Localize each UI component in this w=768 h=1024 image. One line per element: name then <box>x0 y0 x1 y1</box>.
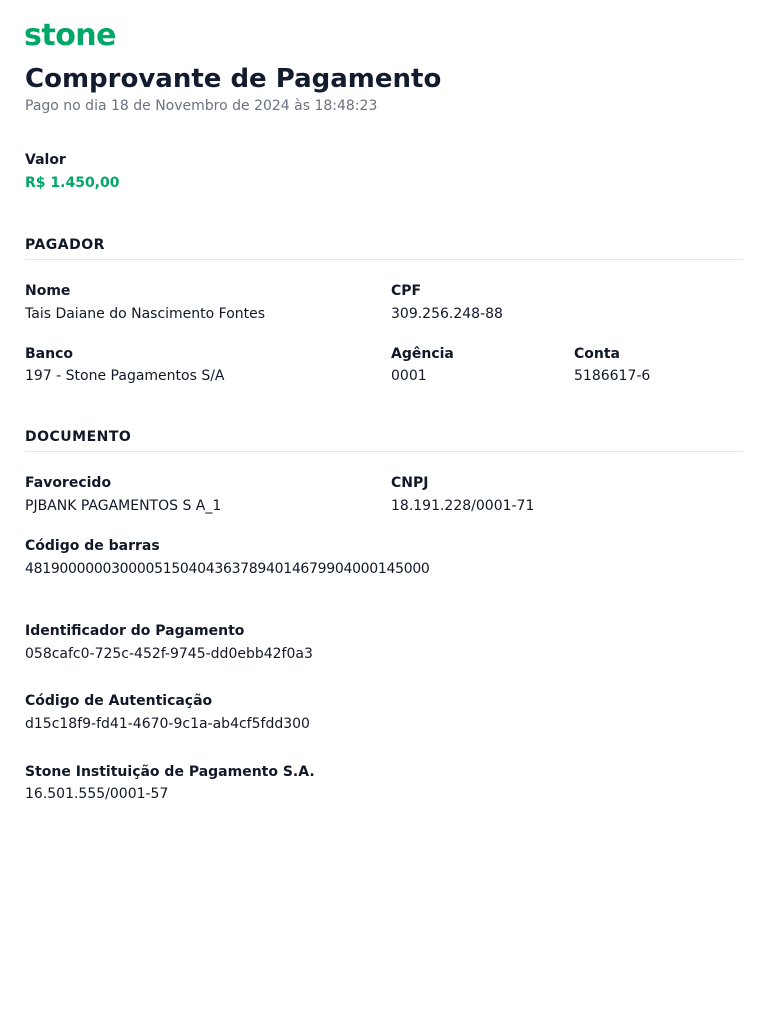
cpf-label: CPF <box>391 283 422 299</box>
identificador-label: Identificador do Pagamento <box>25 623 245 639</box>
documento-divider <box>25 451 743 452</box>
autenticacao-value: d15c18f9-fd41-4670-9c1a-ab4cf5fdd300 <box>25 716 310 732</box>
nome-value: Tais Daiane do Nascimento Fontes <box>25 306 266 322</box>
banco-value: 197 - Stone Pagamentos S/A <box>25 368 225 384</box>
cnpj-value: 18.191.228/0001-71 <box>391 498 535 514</box>
agencia-label: Agência <box>391 346 454 362</box>
pagador-divider <box>25 259 743 260</box>
instituicao-label: Stone Instituição de Pagamento S.A. <box>25 764 315 780</box>
cnpj-label: CNPJ <box>391 475 429 491</box>
banco-label: Banco <box>25 346 74 362</box>
conta-label: Conta <box>574 346 620 362</box>
nome-label: Nome <box>25 283 71 299</box>
agencia-value: 0001 <box>391 368 427 384</box>
codigo-barras-label: Código de barras <box>25 538 160 554</box>
favorecido-value: PJBANK PAGAMENTOS S A_1 <box>25 498 222 514</box>
autenticacao-label: Código de Autenticação <box>25 693 213 709</box>
codigo-barras-value: 48190000003000051504043637894014679904000145000 <box>25 561 430 577</box>
conta-value: 5186617-6 <box>574 368 651 384</box>
pagador-section-title: PAGADOR <box>25 237 105 253</box>
page-title: Comprovante de Pagamento <box>25 64 442 94</box>
favorecido-label: Favorecido <box>25 475 112 491</box>
identificador-value: 058cafc0-725c-452f-9745-dd0ebb42f0a3 <box>25 646 313 662</box>
stone-logo: stone <box>24 18 117 53</box>
valor-label: Valor <box>25 152 66 168</box>
payment-datetime: Pago no dia 18 de Novembro de 2024 às 18:48:23 <box>25 98 378 114</box>
cpf-value: 309.256.248-88 <box>391 306 503 322</box>
valor-amount: R$ 1.450,00 <box>25 175 120 191</box>
instituicao-cnpj: 16.501.555/0001-57 <box>25 786 169 802</box>
documento-section-title: DOCUMENTO <box>25 429 132 445</box>
